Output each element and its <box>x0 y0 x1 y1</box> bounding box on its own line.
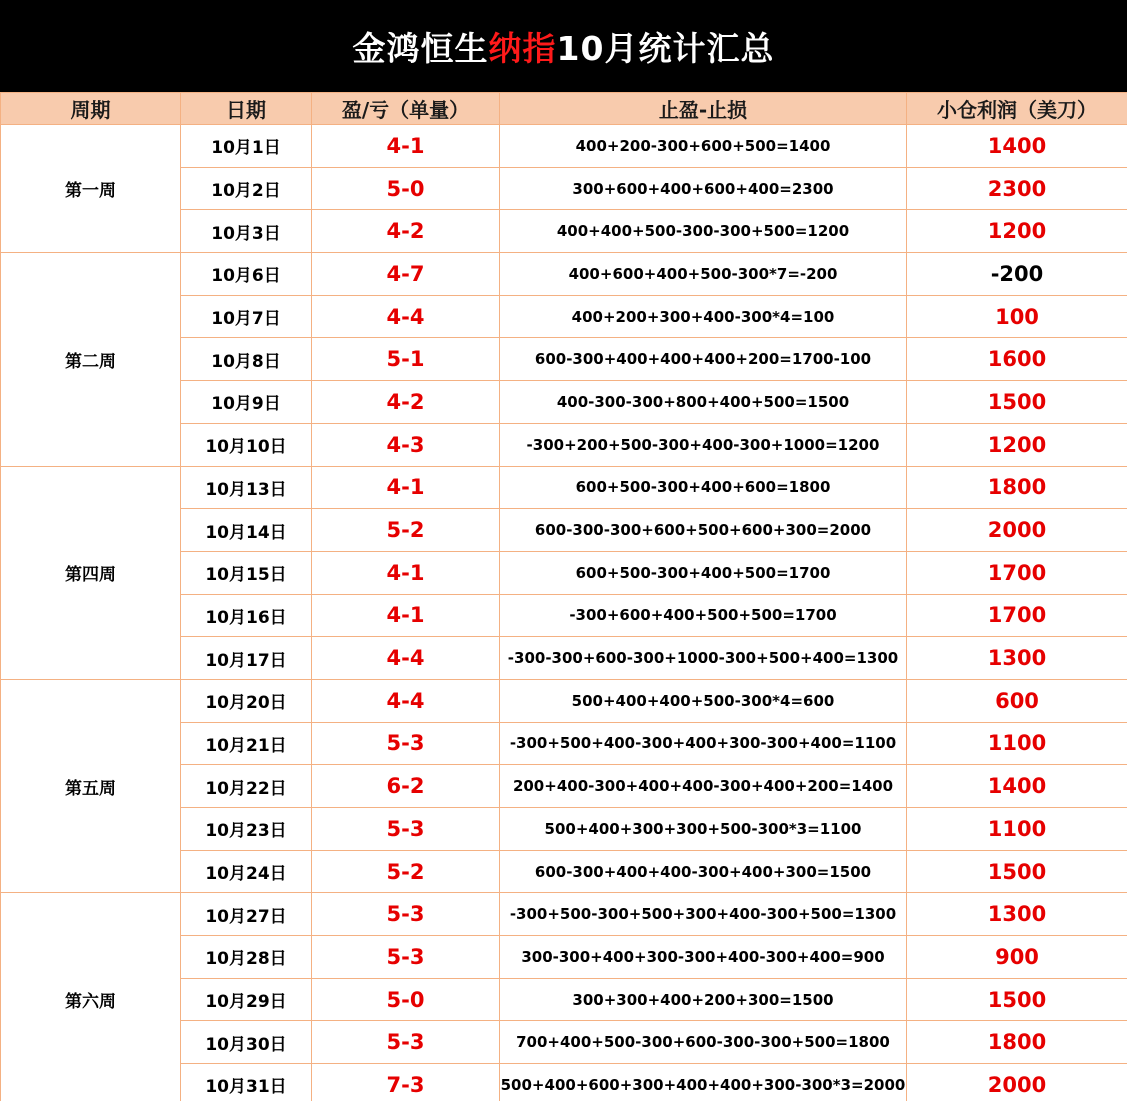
win-loss-cell: 4-1 <box>312 594 500 637</box>
win-loss-cell: 4-1 <box>312 125 500 168</box>
calc-cell: 500+400+300+300+500-300*3=1100 <box>500 808 907 851</box>
profit-cell: 2000 <box>907 509 1127 552</box>
title-highlight: 纳指 <box>488 28 557 68</box>
calc-cell: 500+400+400+500-300*4=600 <box>500 679 907 722</box>
win-loss-cell: 5-3 <box>312 936 500 979</box>
date-cell: 10月1日 <box>181 125 312 168</box>
win-loss-cell: 4-4 <box>312 295 500 338</box>
calc-cell: 300+600+400+600+400=2300 <box>500 167 907 210</box>
date-cell: 10月30日 <box>181 1021 312 1064</box>
date-cell: 10月15日 <box>181 551 312 594</box>
calc-cell: 600+500-300+400+600=1800 <box>500 466 907 509</box>
calc-cell: 600+500-300+400+500=1700 <box>500 551 907 594</box>
date-cell: 10月16日 <box>181 594 312 637</box>
win-loss-cell: 6-2 <box>312 765 500 808</box>
profit-cell: 1200 <box>907 210 1127 253</box>
profit-cell: 2000 <box>907 1064 1127 1101</box>
table-row <box>1 893 1127 936</box>
table-body <box>1 125 1127 1101</box>
date-cell: 10月10日 <box>181 423 312 466</box>
table-row <box>1 125 1127 168</box>
calc-cell: 600-300+400+400+400+200=1700-100 <box>500 338 907 381</box>
calc-cell: -300+500+400-300+400+300-300+400=1100 <box>500 722 907 765</box>
date-cell: 10月13日 <box>181 466 312 509</box>
calc-cell: 200+400-300+400+400-300+400+200=1400 <box>500 765 907 808</box>
header-calc: 止盈-止损 <box>500 93 907 125</box>
header-week: 周期 <box>1 93 181 125</box>
date-cell: 10月8日 <box>181 338 312 381</box>
date-cell: 10月2日 <box>181 167 312 210</box>
calc-cell: 400+200+300+400-300*4=100 <box>500 295 907 338</box>
profit-cell: -200 <box>907 253 1127 296</box>
week-label: 第一周 <box>1 125 181 253</box>
profit-cell: 1400 <box>907 765 1127 808</box>
date-cell: 10月22日 <box>181 765 312 808</box>
profit-cell: 1800 <box>907 1021 1127 1064</box>
date-cell: 10月7日 <box>181 295 312 338</box>
title-suffix: 10月统计汇总 <box>556 28 775 68</box>
win-loss-cell: 5-3 <box>312 1021 500 1064</box>
calc-cell: 400+400+500-300-300+500=1200 <box>500 210 907 253</box>
win-loss-cell: 7-3 <box>312 1064 500 1101</box>
profit-cell: 900 <box>907 936 1127 979</box>
profit-cell: 1500 <box>907 978 1127 1021</box>
calc-cell: 300-300+400+300-300+400-300+400=900 <box>500 936 907 979</box>
profit-cell: 1600 <box>907 338 1127 381</box>
profit-cell: 600 <box>907 679 1127 722</box>
profit-cell: 1300 <box>907 893 1127 936</box>
calc-cell: 700+400+500-300+600-300-300+500=1800 <box>500 1021 907 1064</box>
profit-cell: 1300 <box>907 637 1127 680</box>
win-loss-cell: 4-7 <box>312 253 500 296</box>
win-loss-cell: 5-1 <box>312 338 500 381</box>
win-loss-cell: 5-2 <box>312 509 500 552</box>
title-prefix: 金鸿恒生 <box>352 28 489 68</box>
date-cell: 10月6日 <box>181 253 312 296</box>
week-label: 第二周 <box>1 253 181 466</box>
header-win-loss: 盈/亏（单量） <box>312 93 500 125</box>
table-row <box>1 253 1127 296</box>
win-loss-cell: 4-3 <box>312 423 500 466</box>
profit-cell: 1100 <box>907 808 1127 851</box>
stats-table <box>0 92 1127 1101</box>
date-cell: 10月14日 <box>181 509 312 552</box>
calc-cell: 600-300-300+600+500+600+300=2000 <box>500 509 907 552</box>
profit-cell: 1500 <box>907 381 1127 424</box>
header-date: 日期 <box>181 93 312 125</box>
calc-cell: 600-300+400+400-300+400+300=1500 <box>500 850 907 893</box>
table-row <box>1 466 1127 509</box>
date-cell: 10月20日 <box>181 679 312 722</box>
date-cell: 10月21日 <box>181 722 312 765</box>
date-cell: 10月27日 <box>181 893 312 936</box>
date-cell: 10月28日 <box>181 936 312 979</box>
header-row <box>1 93 1127 125</box>
win-loss-cell: 4-1 <box>312 551 500 594</box>
date-cell: 10月3日 <box>181 210 312 253</box>
win-loss-cell: 5-2 <box>312 850 500 893</box>
win-loss-cell: 4-1 <box>312 466 500 509</box>
profit-cell: 1400 <box>907 125 1127 168</box>
win-loss-cell: 5-3 <box>312 808 500 851</box>
calc-cell: 500+400+600+300+400+400+300-300*3=2000 <box>500 1064 907 1101</box>
week-label: 第四周 <box>1 466 181 679</box>
profit-cell: 1800 <box>907 466 1127 509</box>
calc-cell: 400+200-300+600+500=1400 <box>500 125 907 168</box>
profit-cell: 100 <box>907 295 1127 338</box>
table-header <box>1 93 1127 125</box>
win-loss-cell: 5-0 <box>312 978 500 1021</box>
win-loss-cell: 4-2 <box>312 210 500 253</box>
calc-cell: 300+300+400+200+300=1500 <box>500 978 907 1021</box>
calc-cell: 400+600+400+500-300*7=-200 <box>500 253 907 296</box>
calc-cell: 400-300-300+800+400+500=1500 <box>500 381 907 424</box>
profit-cell: 2300 <box>907 167 1127 210</box>
date-cell: 10月29日 <box>181 978 312 1021</box>
date-cell: 10月9日 <box>181 381 312 424</box>
profit-cell: 1700 <box>907 551 1127 594</box>
header-profit: 小仓利润（美刀） <box>907 93 1127 125</box>
win-loss-cell: 5-3 <box>312 722 500 765</box>
profit-cell: 1500 <box>907 850 1127 893</box>
profit-cell: 1200 <box>907 423 1127 466</box>
week-label: 第六周 <box>1 893 181 1101</box>
win-loss-cell: 5-3 <box>312 893 500 936</box>
calc-cell: -300-300+600-300+1000-300+500+400=1300 <box>500 637 907 680</box>
win-loss-cell: 4-4 <box>312 637 500 680</box>
win-loss-cell: 5-0 <box>312 167 500 210</box>
table-row <box>1 679 1127 722</box>
calc-cell: -300+200+500-300+400-300+1000=1200 <box>500 423 907 466</box>
calc-cell: -300+600+400+500+500=1700 <box>500 594 907 637</box>
calc-cell: -300+500-300+500+300+400-300+500=1300 <box>500 893 907 936</box>
date-cell: 10月17日 <box>181 637 312 680</box>
page-title <box>0 0 1127 92</box>
date-cell: 10月23日 <box>181 808 312 851</box>
week-label: 第五周 <box>1 679 181 892</box>
profit-cell: 1700 <box>907 594 1127 637</box>
date-cell: 10月31日 <box>181 1064 312 1101</box>
profit-cell: 1100 <box>907 722 1127 765</box>
win-loss-cell: 4-2 <box>312 381 500 424</box>
win-loss-cell: 4-4 <box>312 679 500 722</box>
date-cell: 10月24日 <box>181 850 312 893</box>
